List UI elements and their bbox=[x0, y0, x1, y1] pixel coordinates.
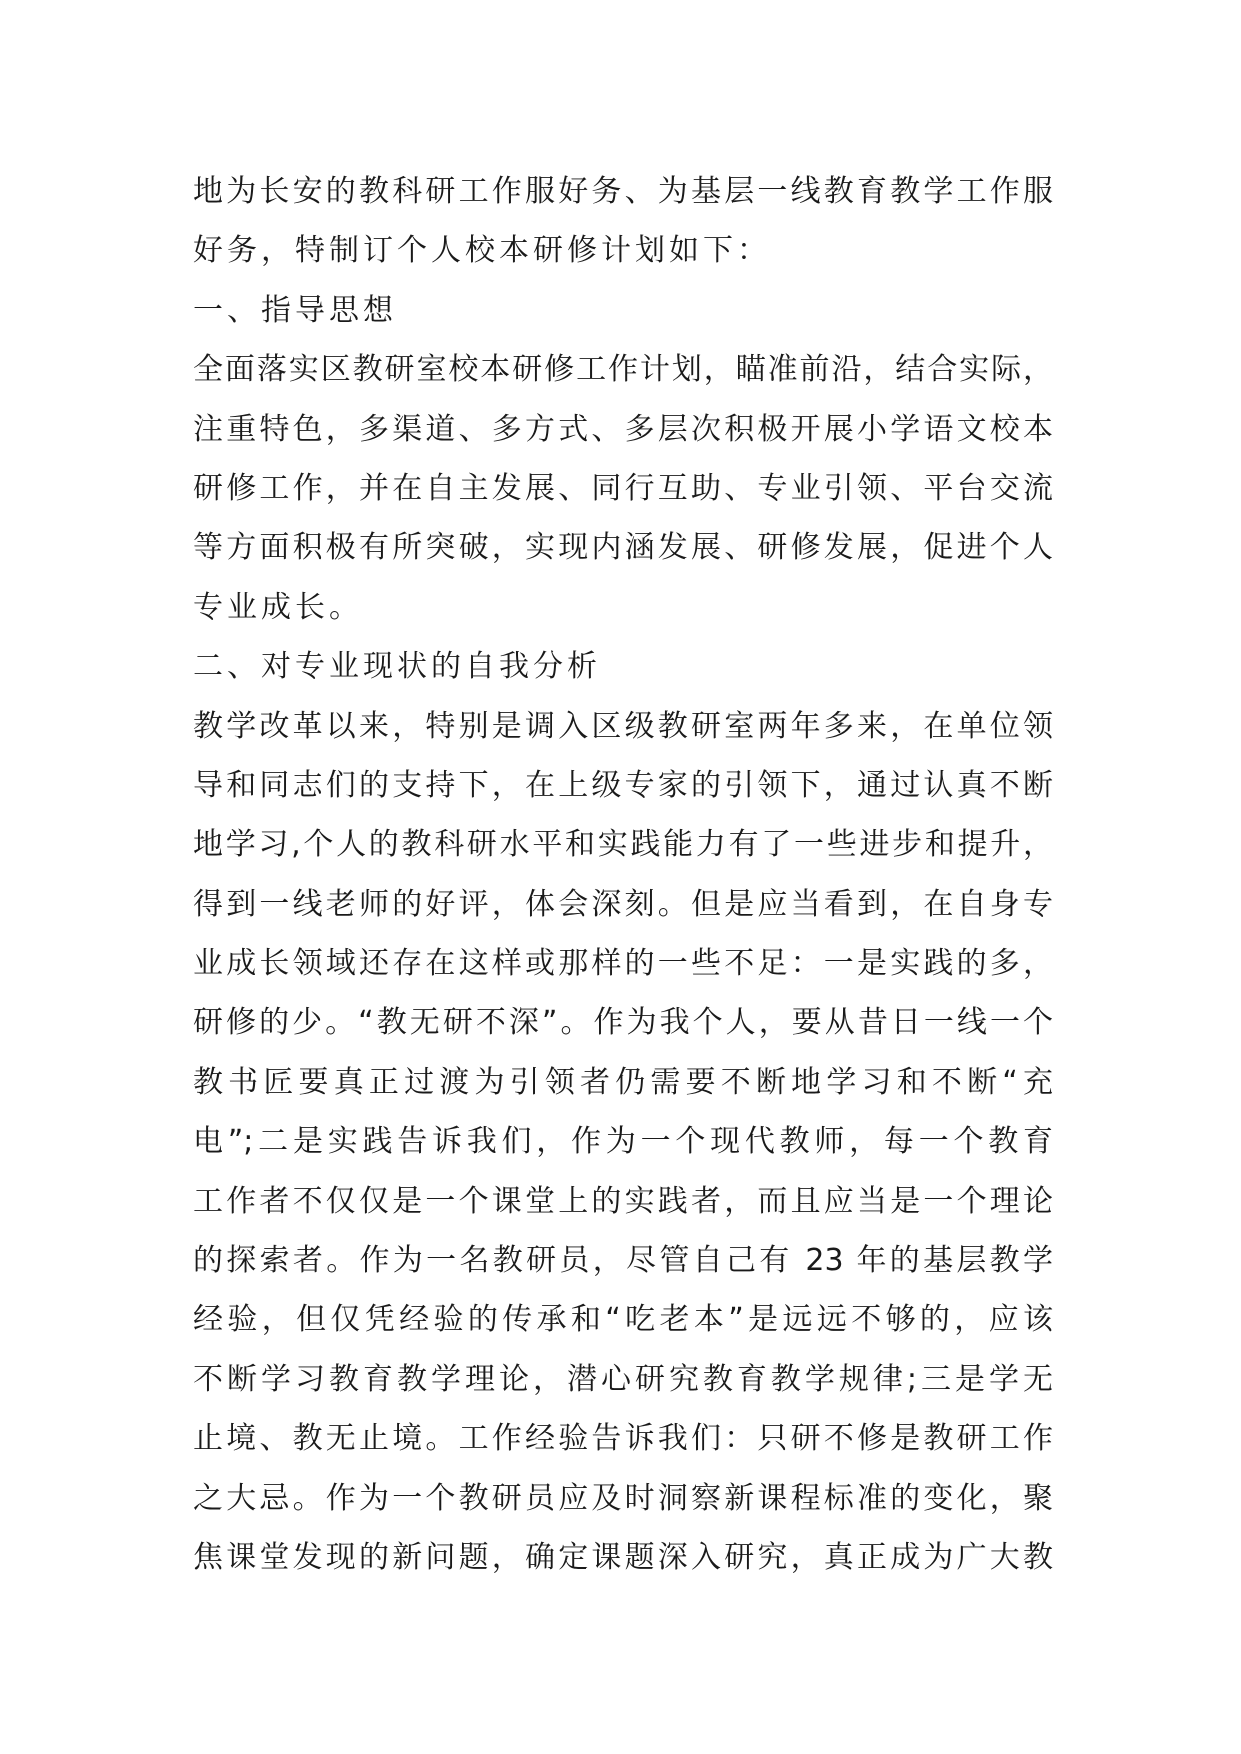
text-line: 地为长安的教科研工作服好务、为基层一线教育教学工作服 bbox=[193, 174, 1053, 209]
text-line: 地学习,个人的教科研水平和实践能力有了一些进步和提升， bbox=[193, 827, 1053, 863]
text-line: 工作者不仅仅是一个课堂上的实践者，而且应当是一个理论 bbox=[193, 1183, 1053, 1219]
text-line: 的探索者。作为一名教研员，尽管自己有 23 年的基层教学 bbox=[193, 1243, 1053, 1279]
text-line: 导和同志们的支持下，在上级专家的引领下，通过认真不断 bbox=[193, 767, 1053, 803]
text-line: 教书匠要真正过渡为引领者仍需要不断地学习和不断“充 bbox=[193, 1064, 1053, 1100]
text-line: 一、指导思想 bbox=[193, 292, 397, 328]
text-line: 不断学习教育教学理论，潜心研究教育教学规律;三是学无 bbox=[193, 1361, 1053, 1397]
text-line: 得到一线老师的好评，体会深刻。但是应当看到，在自身专 bbox=[193, 886, 1053, 922]
text-line: 研修工作，并在自主发展、同行互助、专业引领、平台交流 bbox=[193, 470, 1053, 506]
text-line: 业成长领域还存在这样或那样的一些不足：一是实践的多， bbox=[193, 946, 1053, 982]
text-line: 注重特色，多渠道、多方式、多层次积极开展小学语文校本 bbox=[193, 411, 1053, 447]
text-line: 止境、教无止境。工作经验告诉我们：只研不修是教研工作 bbox=[193, 1421, 1053, 1457]
text-line: 焦课堂发现的新问题，确定课题深入研究，真正成为广大教 bbox=[193, 1539, 1053, 1575]
text-line: 全面落实区教研室校本研修工作计划，瞄准前沿，结合实际， bbox=[193, 352, 1053, 388]
text-line: 之大忌。作为一个教研员应及时洞察新课程标准的变化，聚 bbox=[193, 1480, 1053, 1516]
text-line: 教学改革以来，特别是调入区级教研室两年多来，在单位领 bbox=[193, 708, 1053, 744]
text-line: 电”;二是实践告诉我们，作为一个现代教师，每一个教育 bbox=[193, 1124, 1053, 1160]
body-text bbox=[193, 162, 1053, 1587]
text-line: 专业成长。 bbox=[193, 589, 363, 625]
text-line: 好务，特制订个人校本研修计划如下： bbox=[193, 233, 771, 269]
text-line: 二、对专业现状的自我分析 bbox=[193, 649, 601, 685]
text-line: 等方面积极有所突破，实现内涵发展、研修发展，促进个人 bbox=[193, 530, 1053, 566]
text-line: 经验，但仅凭经验的传承和“吃老本”是远远不够的，应该 bbox=[193, 1302, 1053, 1338]
text-line: 研修的少。“教无研不深”。作为我个人，要从昔日一线一个 bbox=[193, 1005, 1053, 1041]
